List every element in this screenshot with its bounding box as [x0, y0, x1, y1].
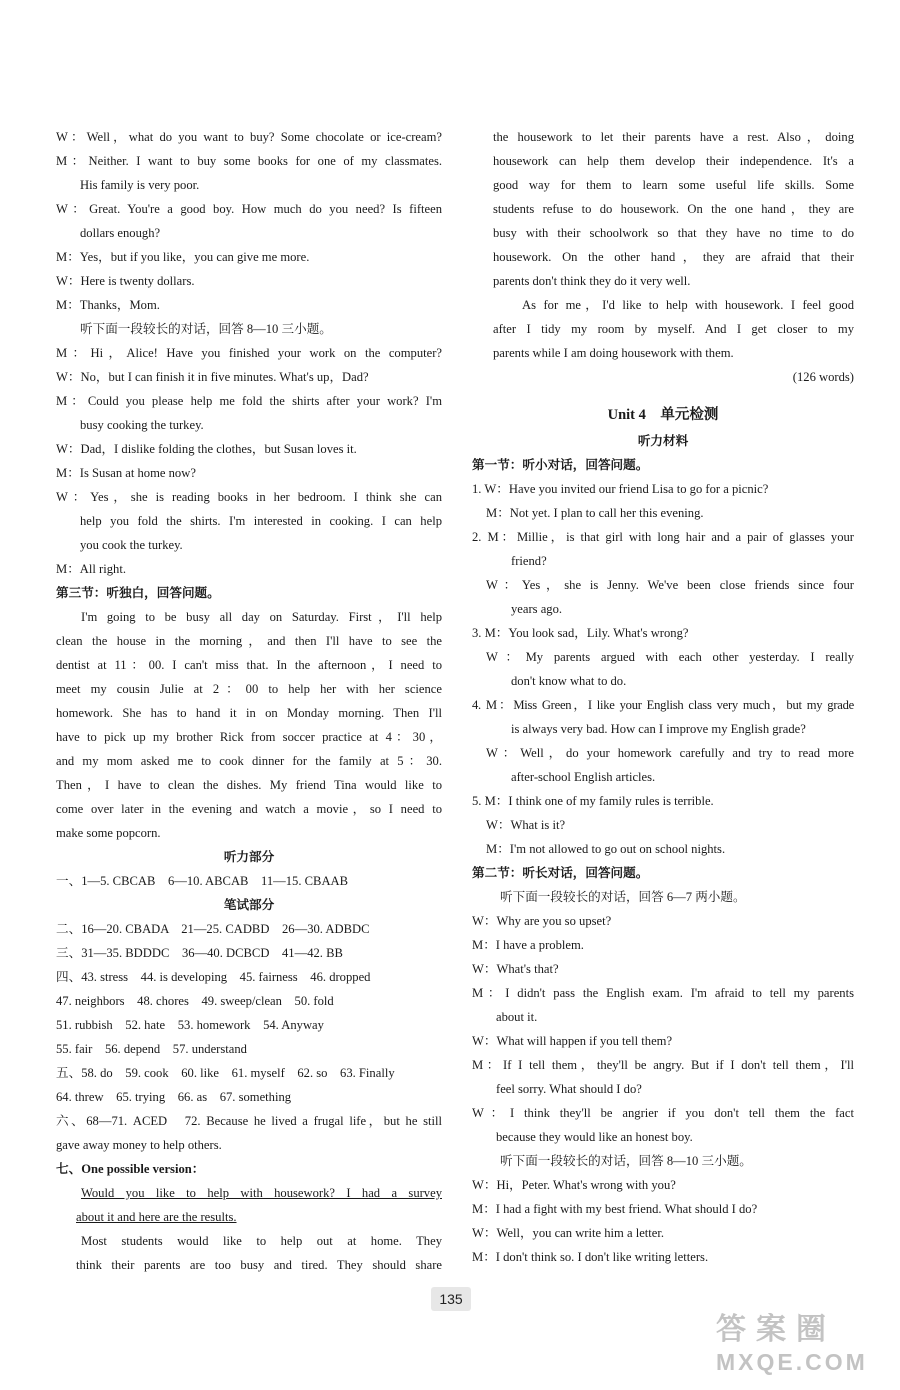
text-line: clean the house in the morning，and then I'll have to see the	[56, 634, 442, 648]
text-line: dentist at 11：00. I can't miss that. In the afternoon，I need to	[56, 658, 442, 672]
text-line: His family is very poor.	[80, 178, 200, 192]
text-line: W：Here is twenty dollars.	[56, 274, 195, 288]
watermark	[716, 1312, 898, 1388]
text-line: 1. W：Have you invited our friend Lisa to go for a picnic?	[472, 482, 769, 496]
text-line: W：Dad，I dislike folding the clothes，but Susan loves it.	[56, 442, 357, 456]
essay-line: students refuse to do housework. On the one hand，they are	[493, 202, 854, 216]
text-line: have to pick up my brother Rick from soccer practice at 4：30，	[56, 730, 442, 744]
essay-line: after I tidy my room by myself. And I get closer to my	[493, 322, 854, 336]
text-line: about it.	[496, 1010, 538, 1024]
unit-title: Unit 4 单元检测	[607, 407, 719, 423]
section-heading: 第一节：听小对话，回答问题。	[472, 458, 649, 472]
text-line: don't know what to do.	[511, 674, 627, 688]
text-line: help you fold the shirts. I'm interested in cooking. I can help	[80, 514, 442, 528]
answer-line: gave away money to help others.	[56, 1138, 222, 1152]
text-line: M：I have a problem.	[472, 938, 584, 952]
answer-heading-writing: 笔试部分	[223, 898, 275, 912]
essay-line: the housework to let their parents have a rest. Also，doing	[493, 130, 854, 144]
text-line: make some popcorn.	[56, 826, 161, 840]
section-instruction: 听下面一段较长的对话，回答 6—7 两小题。	[500, 890, 746, 904]
text-line: you cook the turkey.	[80, 538, 183, 552]
text-line: M：I had a fight with my best friend. What should I do?	[472, 1202, 758, 1216]
essay-line: good way for them to learn some useful life skills. Some	[493, 178, 854, 192]
text-line: W：I think they'll be angrier if you don't tell them the fact	[472, 1106, 854, 1120]
text-line: M：I didn't pass the English exam. I'm afraid to tell my parents	[472, 986, 854, 1000]
answer-line: 二、16—20. CBADA 21—25. CADBD 26—30. ADBDC	[56, 922, 370, 936]
text-line: years ago.	[511, 602, 563, 616]
text-line: after-school English articles.	[511, 770, 656, 784]
text-line: W：What will happen if you tell them?	[472, 1034, 673, 1048]
essay-line: As for me，I'd like to help with housework. I feel good	[522, 298, 854, 312]
section-heading: 听力材料	[637, 434, 689, 448]
text-line: M：Could you please help me fold the shirts after your work? I'm	[56, 394, 442, 408]
text-line: M：Hi，Alice! Have you finished your work on the computer?	[56, 346, 442, 360]
text-line: W：No，but I can finish it in five minutes. What's up，Dad?	[56, 370, 369, 384]
text-line: M：Yes，but if you like，you can give me more.	[56, 250, 310, 264]
answer-line: 五、58. do 59. cook 60. like 61. myself 62. so 63. Finally	[56, 1066, 395, 1080]
text-line: 5. M：I think one of my family rules is terrible.	[472, 794, 714, 808]
answer-line: 七、One possible version：	[56, 1162, 205, 1176]
text-line: W：My parents argued with each other yesterday. I really	[486, 650, 854, 664]
text-line: meet my cousin Julie at 2：00 to help her with her science	[56, 682, 442, 696]
text-line: dollars enough?	[80, 226, 161, 240]
essay-line: housework. On the other hand，they are afraid that their	[493, 250, 854, 264]
answer-line: 一、1—5. CBCAB 6—10. ABCAB 11—15. CBAAB	[56, 874, 349, 888]
answer-line: 六、68—71. ACED 72. Because he lived a frugal life，but he still	[56, 1114, 442, 1128]
essay-line: parents while I am doing housework with them.	[493, 346, 734, 360]
essay-line: about it and here are the results.	[76, 1210, 237, 1224]
text-line: W：Great. You're a good boy. How much do you need? Is fifteen	[56, 202, 442, 216]
text-line: Then，I have to clean the dishes. My friend Tina would like to	[56, 778, 442, 792]
text-line: and my mom asked me to cook dinner for the family at 5：30.	[56, 754, 442, 768]
essay-line: busy with their schoolwork so that they have no time to do	[493, 226, 854, 240]
right-column	[472, 125, 854, 1269]
answer-line: 55. fair 56. depend 57. understand	[56, 1042, 247, 1056]
text-line: 2. M：Millie，is that girl with long hair and a pair of glasses your	[472, 530, 854, 544]
text-line: 4. M：Miss Green，I like your English class very much，but my grade	[472, 698, 854, 712]
text-line: M：If I tell them，they'll be angry. But if I don't tell them，I'll	[472, 1058, 854, 1072]
answer-line: 51. rubbish 52. hate 53. homework 54. Anyway	[56, 1018, 324, 1032]
answer-line: 三、31—35. BDDDC 36—40. DCBCD 41—42. BB	[56, 946, 343, 960]
text-line: M：I'm not allowed to go out on school nights.	[486, 842, 726, 856]
text-line: I'm going to be busy all day on Saturday. First，I'll help	[81, 610, 442, 624]
text-line: M：All right.	[56, 562, 126, 576]
text-line: M：Thanks，Mom.	[56, 298, 160, 312]
text-line: homework. She has to hand it in on Monday morning. Then I'll	[56, 706, 442, 720]
word-count: (126 words)	[792, 370, 854, 384]
essay-line: housework can help them develop their independence. It's a	[493, 154, 854, 168]
text-line: come over later in the evening and watch a movie，so I need to	[56, 802, 442, 816]
text-line: friend?	[511, 554, 547, 568]
text-line: M：Not yet. I plan to call her this evening.	[486, 506, 704, 520]
answer-heading-listening: 听力部分	[223, 850, 275, 864]
answer-line: 47. neighbors 48. chores 49. sweep/clean 50. fold	[56, 994, 334, 1008]
section-instruction: 听下面一段较长的对话，回答 8—10 三小题。	[500, 1154, 752, 1168]
text-line: W：What is it?	[486, 818, 566, 832]
essay-line: Most students would like to help out at home. They	[81, 1234, 442, 1248]
page-number: 135	[431, 1287, 471, 1311]
text-line: is always very bad. How can I improve my English grade?	[511, 722, 806, 736]
answer-line: 四、43. stress 44. is developing 45. fairness 46. dropped	[56, 970, 371, 984]
essay-line: Would you like to help with housework? I had a survey	[81, 1186, 442, 1200]
section-heading: 第二节：听长对话，回答问题。	[472, 866, 649, 880]
essay-line: think their parents are too busy and tired. They should share	[76, 1258, 442, 1272]
essay-line: parents don't think they do it very well.	[493, 274, 691, 288]
text-line: W：Well，do your homework carefully and try to read more	[486, 746, 854, 760]
text-line: M：Neither. I want to buy some books for one of my classmates.	[56, 154, 442, 168]
answer-line: 64. threw 65. trying 66. as 67. something	[56, 1090, 292, 1104]
section-instruction: 听下面一段较长的对话，回答 8—10 三小题。	[80, 322, 332, 336]
watermark-en: MXQE.COM	[716, 1349, 868, 1375]
text-line: W：Hi，Peter. What's wrong with you?	[472, 1178, 676, 1192]
left-column	[56, 125, 442, 1277]
text-line: W：Well，what do you want to buy? Some chocolate or ice-cream?	[56, 130, 442, 144]
text-line: M：I don't think so. I don't like writing letters.	[472, 1250, 709, 1264]
text-line: W：Well，you can write him a letter.	[472, 1226, 665, 1240]
text-line: busy cooking the turkey.	[80, 418, 204, 432]
text-line: M：Is Susan at home now?	[56, 466, 196, 480]
watermark-cn: 答案圈	[716, 1313, 836, 1346]
section-heading: 第三节：听独白，回答问题。	[56, 586, 220, 600]
text-line: W：What's that?	[472, 962, 559, 976]
text-line: 3. M：You look sad，Lily. What's wrong?	[472, 626, 689, 640]
text-line: W：Yes，she is reading books in her bedroom. I think she can	[56, 490, 442, 504]
text-line: because they would like an honest boy.	[496, 1130, 693, 1144]
text-line: W：Yes，she is Jenny. We've been close friends since four	[486, 578, 854, 592]
text-line: W：Why are you so upset?	[472, 914, 612, 928]
text-line: feel sorry. What should I do?	[496, 1082, 642, 1096]
